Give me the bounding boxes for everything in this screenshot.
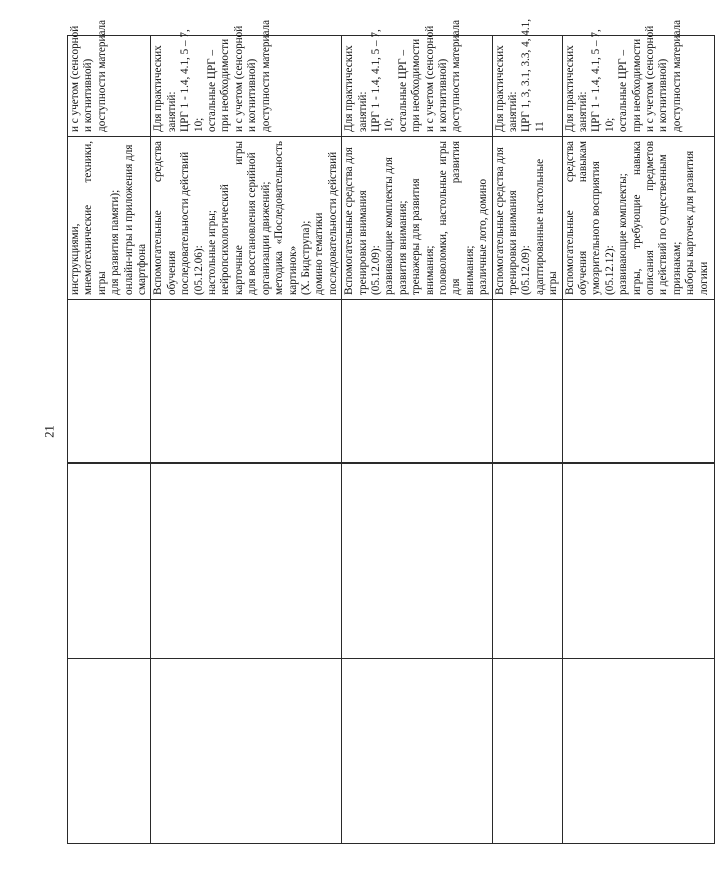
- table-row: [492, 36, 562, 844]
- page-number: 21: [42, 425, 57, 438]
- cell-col3: [151, 463, 342, 464]
- notes-line: ЦРГ 1 - 1.4, 4.1, 5 – 7,: [179, 29, 192, 132]
- cell-col1: [342, 659, 492, 844]
- tools-line: различные лото, домино: [477, 178, 490, 295]
- tools-cell: [151, 137, 342, 300]
- notes-line: 10;: [603, 117, 616, 132]
- notes-cell: [492, 18, 562, 137]
- cell-col2: [492, 464, 562, 659]
- cell-col4: [151, 300, 342, 463]
- notes-line: доступности материала: [95, 19, 108, 132]
- notes-line: и с учетом (сенсорной: [232, 25, 245, 132]
- cell-col2: [151, 464, 342, 659]
- notes-line: остальные ЦРГ –: [617, 49, 630, 132]
- cell-col4: [68, 300, 151, 463]
- notes-line: ЦРГ 1 - 1.4, 4.1, 5 – 7,: [369, 29, 382, 132]
- cell-col1: [562, 659, 714, 844]
- notes-line: и когнитивной): [246, 58, 259, 132]
- equipment-table: [67, 18, 715, 844]
- tools-line: наборы карточек для развития логики: [684, 150, 710, 295]
- notes-line: и когнитивной): [82, 58, 95, 132]
- tools-line: и действий по существенным признакам;: [657, 154, 683, 295]
- notes-line: при необходимости: [410, 38, 423, 132]
- cell-col3: [342, 463, 492, 464]
- notes-line: остальные ЦРГ –: [206, 49, 219, 132]
- notes-line: при необходимости: [630, 38, 643, 132]
- cell-col1: [151, 659, 342, 844]
- notes-line: и с учетом (сенсорной: [644, 25, 657, 132]
- tools-line: нейропсихологический карточные игры: [219, 141, 245, 295]
- cell-col2: [562, 464, 714, 659]
- tools-line: для восстановления серийной организации движений;: [246, 152, 272, 295]
- tools-line: (Х. Бидструпа);: [299, 220, 312, 295]
- tools-line: внимания;: [463, 245, 476, 295]
- tools-cell: [492, 137, 562, 300]
- cell-col4: [342, 300, 492, 463]
- table-row: [68, 36, 151, 844]
- cell-col3: [492, 463, 562, 464]
- tools-line: онлайн-игры и приложения для смартфона: [122, 144, 149, 295]
- tools-line: методика «Последовательность картинок»: [273, 141, 299, 295]
- tools-line: последовательности действий (05.12.06):: [179, 151, 205, 295]
- notes-line: доступности материала: [259, 19, 272, 132]
- notes-line: ЦРГ 1, 3, 3.1, 3.3, 4, 4.1,: [520, 18, 533, 132]
- notes-line: при необходимости: [219, 38, 232, 132]
- tools-cell: [68, 137, 151, 300]
- tools-line: Вспомогательные средства обучения навыкам: [563, 141, 590, 295]
- notes-line: 10;: [383, 117, 396, 132]
- cell-col2: [342, 464, 492, 659]
- notes-line: Для практических: [563, 45, 576, 132]
- notes-cell: [151, 19, 342, 137]
- tools-cell: [342, 137, 492, 300]
- tools-line: Вспомогательные средства обучения: [152, 141, 178, 295]
- notes-line: и с учетом (сенсорной: [423, 25, 436, 132]
- notes-line: и когнитивной): [657, 58, 670, 132]
- notes-cell: [562, 19, 714, 137]
- table-row: [342, 36, 492, 844]
- tools-line: тренажеры для развития внимания;: [410, 178, 436, 295]
- notes-line: Для практических: [152, 45, 165, 132]
- table-row: [562, 36, 714, 844]
- rotated-table-wrapper: [67, 18, 710, 844]
- tools-line: развивающие комплекты для развития внимания;: [383, 157, 409, 295]
- notes-line: 11: [533, 121, 546, 132]
- tools-cell: [562, 137, 714, 300]
- tools-line: Вспомогательные средства для тренировки внимания: [493, 147, 519, 295]
- tools-line: адаптированные настольные игры: [533, 158, 560, 295]
- cell-col4: [492, 300, 562, 463]
- notes-line: занятий:: [165, 91, 178, 132]
- tools-line: умозрительного восприятия (05.12.12):: [590, 161, 616, 295]
- notes-cell: [68, 19, 151, 137]
- notes-line: и с учетом (сенсорной: [69, 25, 81, 132]
- cell-col1: [68, 659, 151, 844]
- tools-line: Вспомогательные средства для тренировки внимания: [343, 147, 369, 295]
- notes-line: Для практических: [493, 45, 506, 132]
- notes-line: занятий:: [507, 91, 519, 132]
- notes-line: ЦРГ 1 - 1.4, 4.1, 5 – 7,: [590, 29, 603, 132]
- notes-line: 10;: [192, 117, 205, 132]
- tools-line: развивающие комплекты;: [617, 173, 630, 295]
- table-row: [151, 36, 342, 844]
- tools-line: игры, требующие навыка описания предметов: [630, 141, 657, 295]
- notes-line: занятий:: [577, 91, 590, 132]
- tools-line: для развития памяти);: [109, 189, 122, 295]
- cell-col3: [562, 463, 714, 464]
- notes-line: доступности материала: [450, 19, 463, 132]
- tools-line: инструкциями, мнемотехнические техники, игры: [69, 141, 108, 295]
- notes-line: Для практических: [343, 45, 356, 132]
- notes-line: и когнитивной): [436, 58, 449, 132]
- notes-line: занятий:: [356, 91, 369, 132]
- notes-line: остальные ЦРГ –: [396, 49, 409, 132]
- cell-col1: [492, 659, 562, 844]
- tools-line: (05.12.09):: [369, 245, 382, 295]
- cell-col4: [562, 300, 714, 463]
- tools-line: (05.12.09):: [520, 245, 533, 295]
- tools-line: головоломки, настольные игры для развития: [436, 141, 463, 295]
- tools-line: домино тематики последовательности действий: [313, 151, 339, 295]
- tools-line: настольные игры;: [206, 210, 219, 295]
- notes-cell: [342, 19, 492, 137]
- cell-col2: [68, 464, 151, 659]
- notes-line: доступности материала: [670, 19, 683, 132]
- cell-col3: [68, 463, 151, 464]
